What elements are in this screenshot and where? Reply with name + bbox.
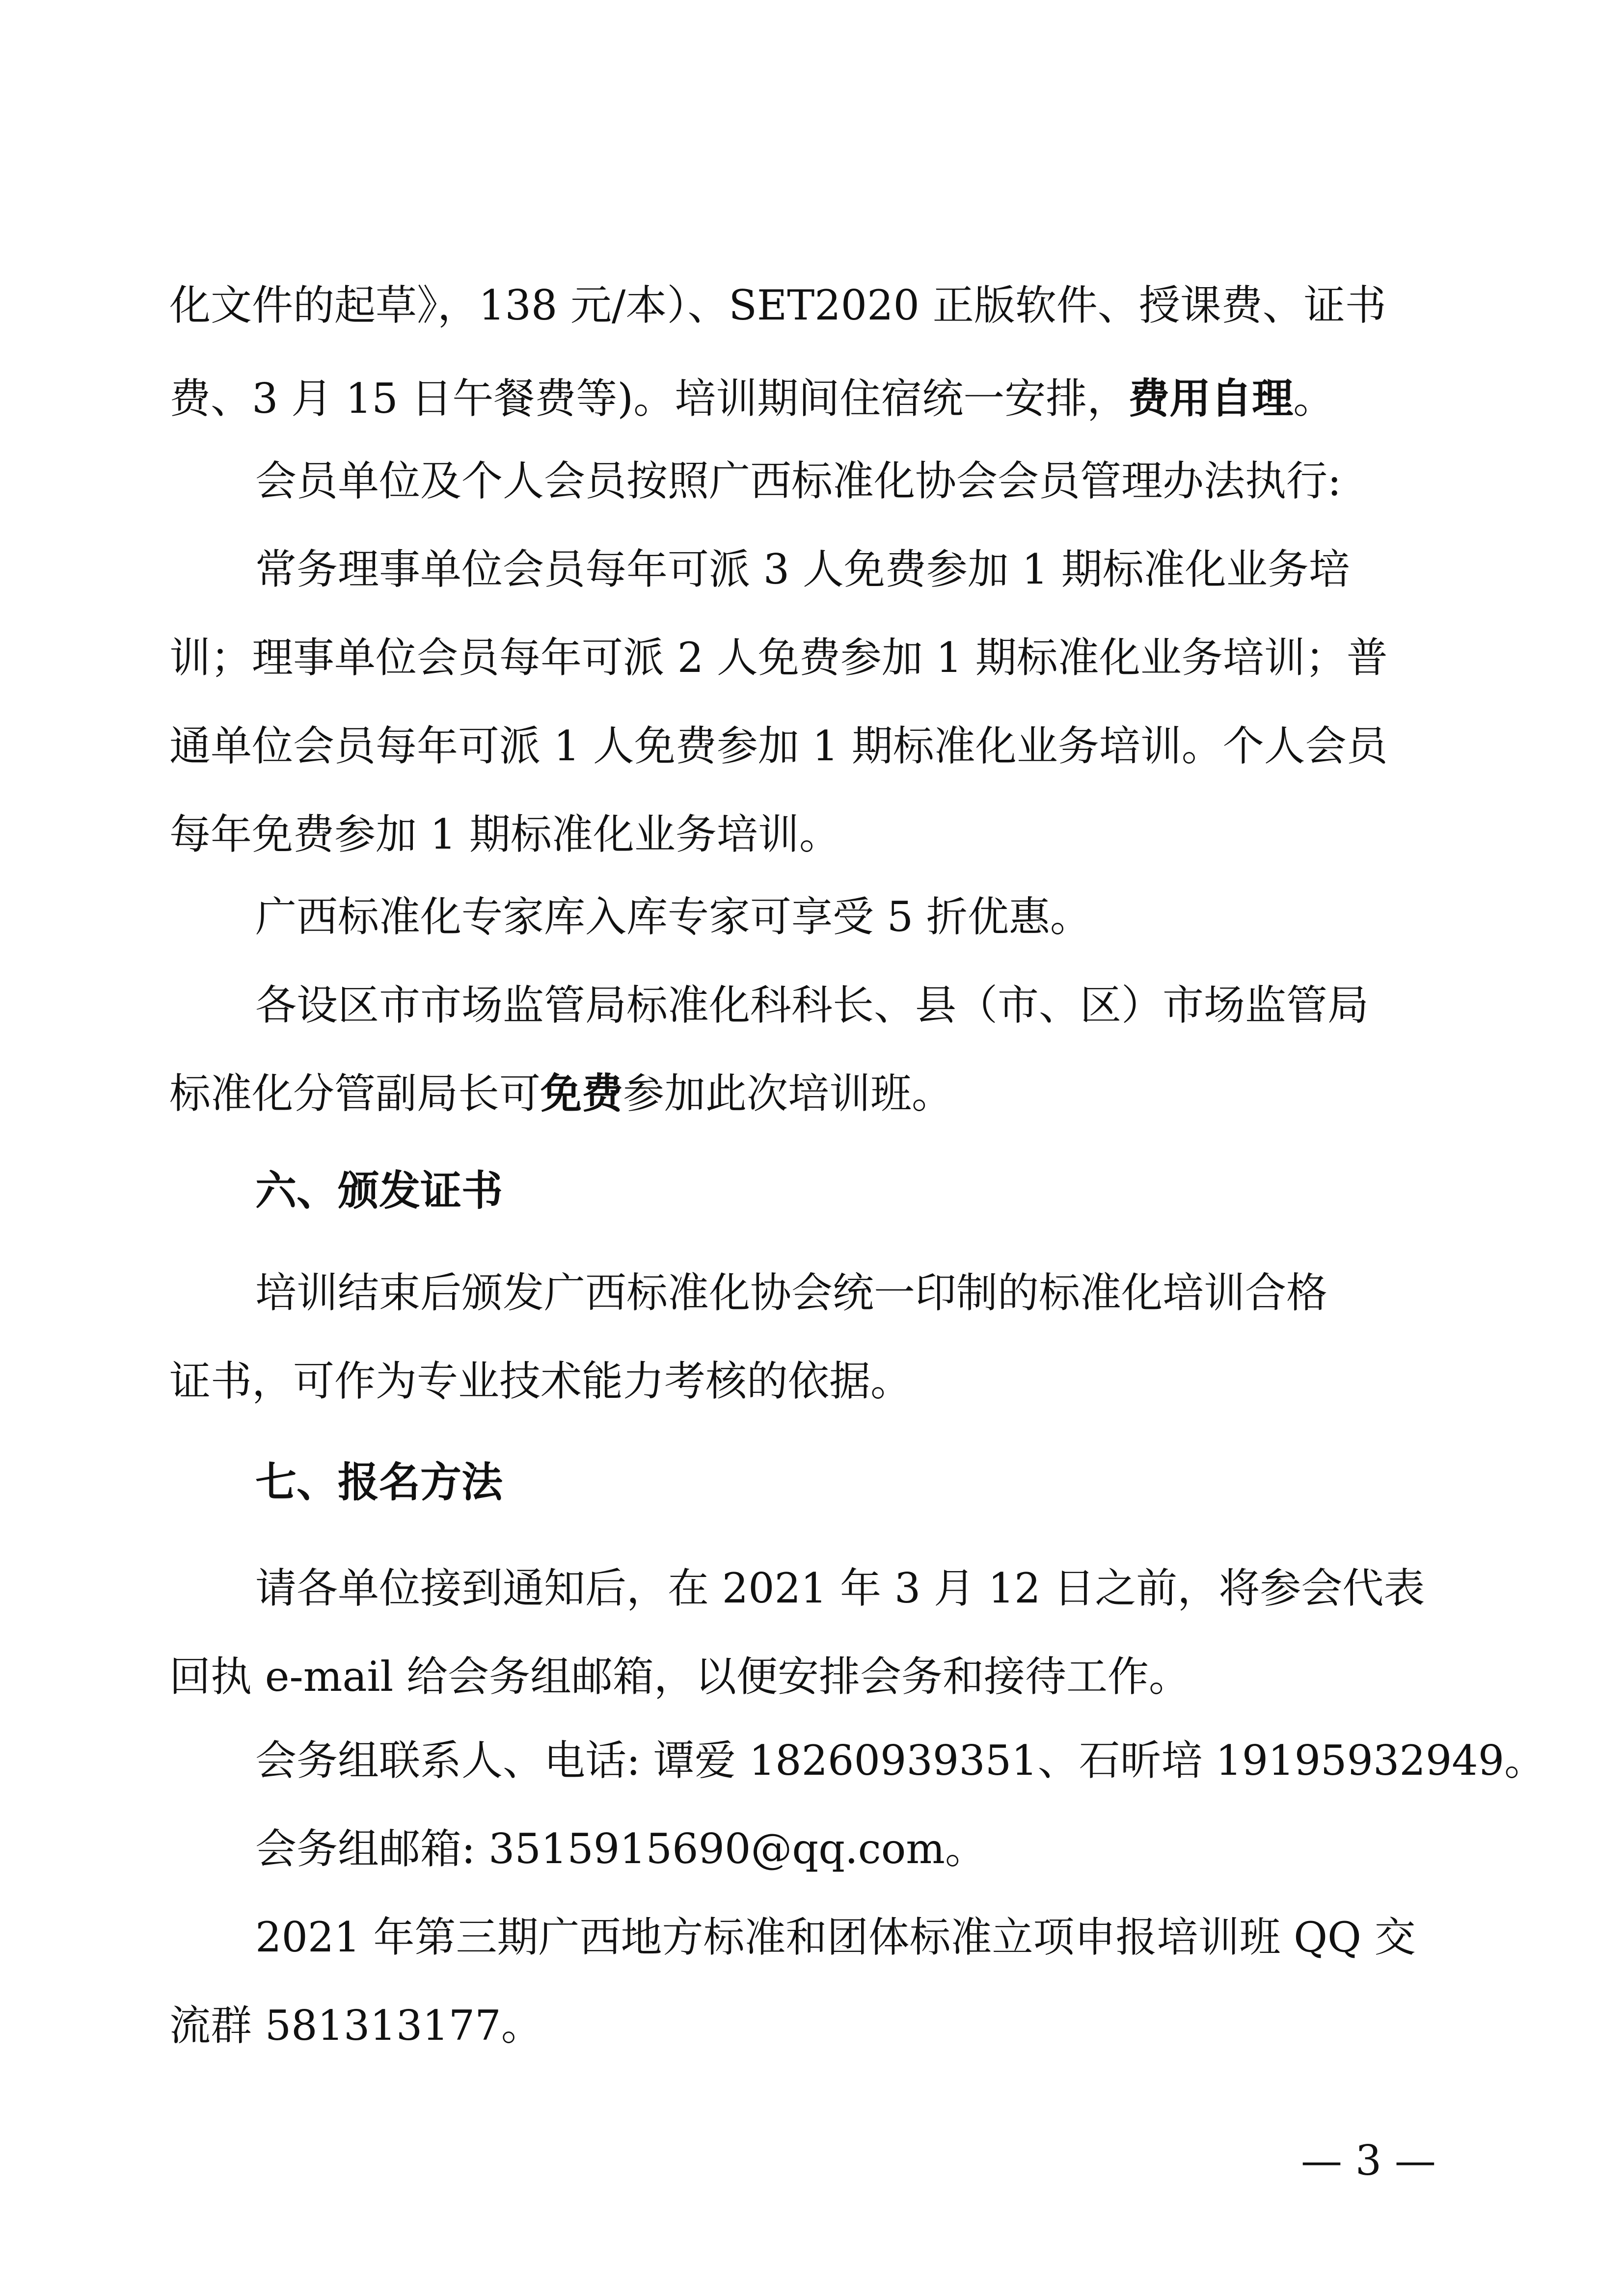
paragraph-line-10 <box>169 1069 953 1118</box>
section-heading-registration: 七、报名方法 <box>255 1458 503 1506</box>
paragraph-line-2-end: 。 <box>1293 374 1335 423</box>
self-paid-emphasis: 费用自理 <box>1128 374 1294 423</box>
paragraph-line-17: 2021 年第三期广西地方标准和团体标准立项申报培训班 QQ 交 <box>255 1913 1416 1961</box>
paragraph-line-10-end: 参加此次培训班。 <box>623 1069 953 1118</box>
paragraph-line-13: 请各单位接到通知后，在 2021 年 3 月 12 日之前，将参会代表 <box>255 1564 1425 1612</box>
paragraph-line-18: 流群 581313177。 <box>169 2002 542 2050</box>
section-heading-certificate: 六、颁发证书 <box>255 1167 503 1215</box>
paragraph-line-6: 通单位会员每年可派 1 人免费参加 1 期标准化业务培训。个人会员 <box>169 722 1388 770</box>
paragraph-line-2-text: 费、3 月 15 日午餐费等)。培训期间住宿统一安排， <box>169 374 1129 423</box>
paragraph-line-14: 回执 e-mail 给会务组邮箱，以便安排会务和接待工作。 <box>169 1653 1190 1701</box>
paragraph-line-8: 广西标准化专家库入库专家可享受 5 折优惠。 <box>255 893 1091 941</box>
contact-email-line: 会务组邮箱: 3515915690@qq.com。 <box>255 1825 986 1873</box>
paragraph-line-9: 各设区市市场监管局标准化科科长、县（市、区）市场监管局 <box>255 981 1369 1029</box>
contact-phone-line: 会务组联系人、电话: 谭爱 18260939351、石昕培 19195932949。 <box>255 1736 1546 1785</box>
free-emphasis: 免费 <box>541 1069 623 1118</box>
paragraph-line-4: 常务理事单位会员每年可派 3 人免费参加 1 期标准化业务培 <box>255 545 1350 593</box>
paragraph-line-10-text: 标准化分管副局长可 <box>169 1069 541 1118</box>
paragraph-line-2 <box>169 374 1335 423</box>
paragraph-line-7: 每年免费参加 1 期标准化业务培训。 <box>169 810 840 858</box>
paragraph-line-1: 化文件的起草》，138 元/本）、SET2020 正版软件、授课费、证书 <box>169 281 1386 329</box>
paragraph-line-12: 证书，可作为专业技术能力考核的依据。 <box>169 1357 912 1405</box>
paragraph-line-11: 培训结束后颁发广西标准化协会统一印制的标准化培训合格 <box>255 1269 1328 1317</box>
paragraph-line-5: 训；理事单位会员每年可派 2 人免费参加 1 期标准化业务培训；普 <box>169 634 1388 682</box>
page-number: — 3 — <box>1301 2136 1436 2185</box>
paragraph-line-3: 会员单位及个人会员按照广西标准化协会会员管理办法执行: <box>255 457 1342 505</box>
